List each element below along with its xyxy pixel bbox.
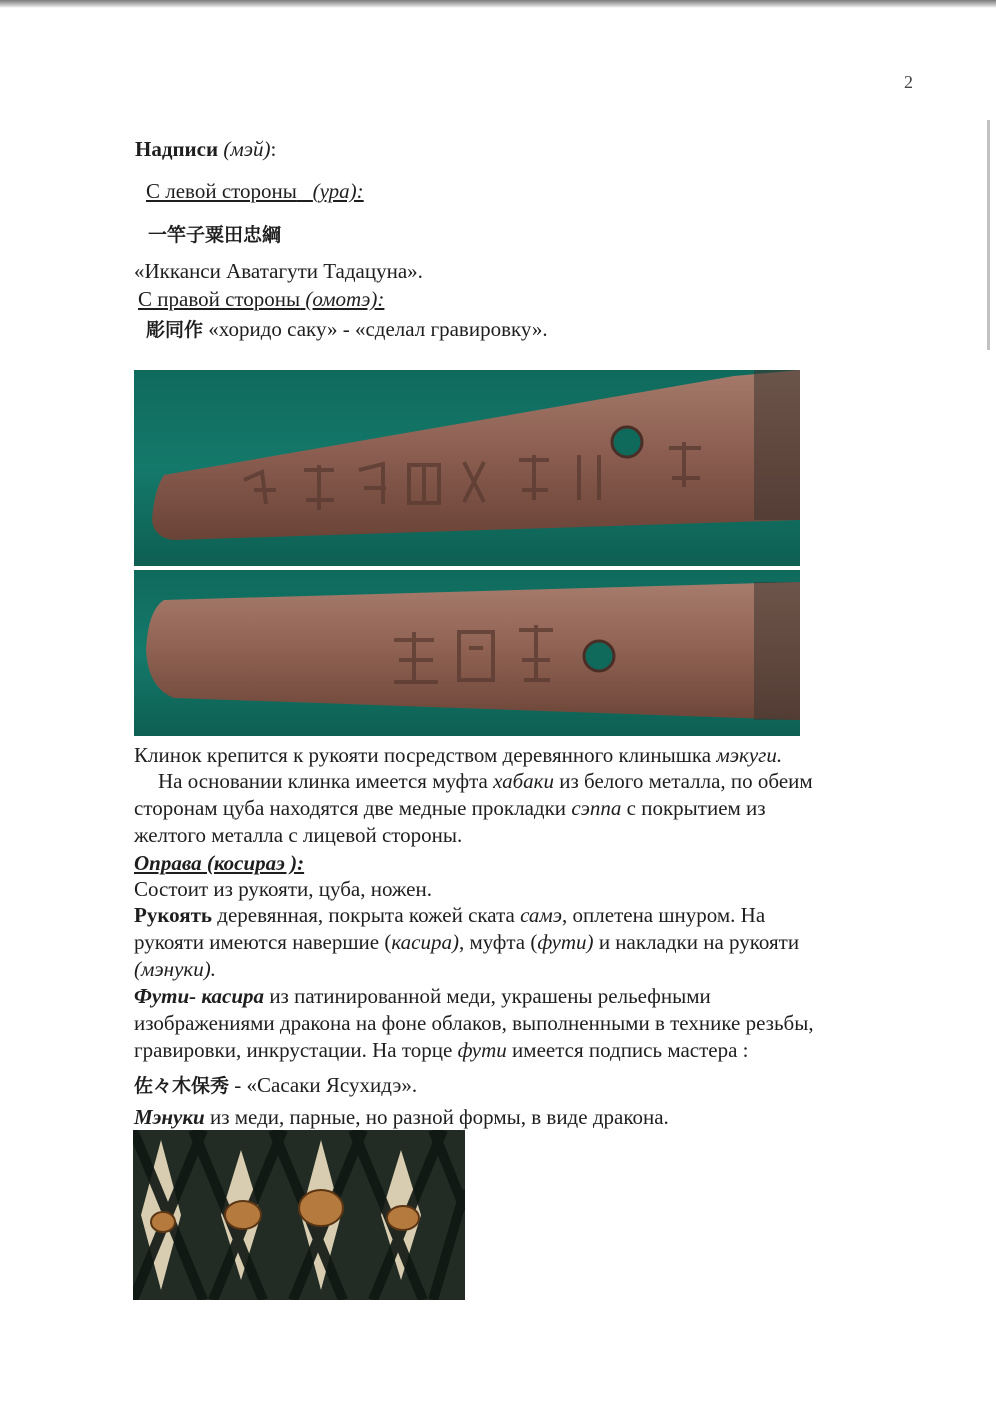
paragraph-habaki-l1: На основании клинка имеется муфта хабаки из белого металла, по обеим: [158, 769, 813, 793]
fuchi-l3: гравировки, инкрустации. На торце фути имеется подпись мастера :: [134, 1038, 749, 1062]
handle-l3: (мэнуки).: [134, 957, 216, 981]
right-kanji: 彫同作: [146, 319, 204, 341]
paragraph-habaki-l2: сторонам цуба находятся две медные прокладки сэппа с покрытием из: [134, 796, 766, 820]
inscriptions-heading: Надписи (мэй):: [135, 137, 277, 161]
tang-photo-ura: [134, 370, 800, 566]
left-side-label: С левой стороны (ура):: [146, 179, 364, 203]
tang-ura-drawing: [134, 370, 800, 566]
master-kanji: 佐々木保秀: [134, 1075, 230, 1097]
right-inscription: 彫同作 «хоридо саку» - «сделал гравировку».: [146, 317, 548, 341]
handle-l2: рукояти имеются навершие (касира), муфта (фути) и накладки на рукояти: [134, 930, 800, 954]
scan-edge-right: [987, 120, 990, 350]
mekugi-ana: [612, 427, 642, 457]
master-signature: 佐々木保秀 - «Сасаки Ясухидэ».: [134, 1073, 418, 1097]
left-reading: «Икканси Аватагути Тадацуна».: [134, 259, 423, 283]
fuchi-l1: Фути- касира из патинированной меди, украшены рельефными: [134, 984, 711, 1008]
mount-heading: Оправа (косираэ ):: [134, 851, 305, 875]
mekugi-ana-omote: [584, 641, 614, 671]
scan-edge: [0, 0, 996, 8]
page-number: 2: [904, 72, 913, 92]
tang-photo-omote: [134, 570, 800, 736]
tang-ura-shape: [152, 370, 800, 540]
handle-l1: Рукоять деревянная, покрыта кожей ската самэ, оплетена шнуром. На: [134, 903, 766, 927]
menuki-text: Мэнуки из меди, парные, но разной формы, в виде дракона.: [134, 1105, 669, 1129]
fuchi-l2: изображениями дракона на фоне облаков, выполненными в технике резьбы,: [134, 1011, 814, 1035]
tang-omote-drawing: [134, 570, 800, 736]
tang-omote-shape: [146, 582, 800, 720]
paragraph-mekugi: Клинок крепится к рукояти посредством деревянного клинышка мэкуги.: [134, 743, 783, 767]
mount-text: Состоит из рукояти, цуба, ножен.: [134, 877, 432, 901]
grip-menuki-photo: [133, 1130, 465, 1300]
paragraph-habaki-l3: желтого металла с лицевой стороны.: [134, 823, 463, 847]
left-kanji: 一竿子粟田忠綱: [148, 224, 282, 246]
right-side-label: С правой стороны (омотэ):: [138, 287, 385, 311]
grip-drawing: [133, 1130, 465, 1300]
